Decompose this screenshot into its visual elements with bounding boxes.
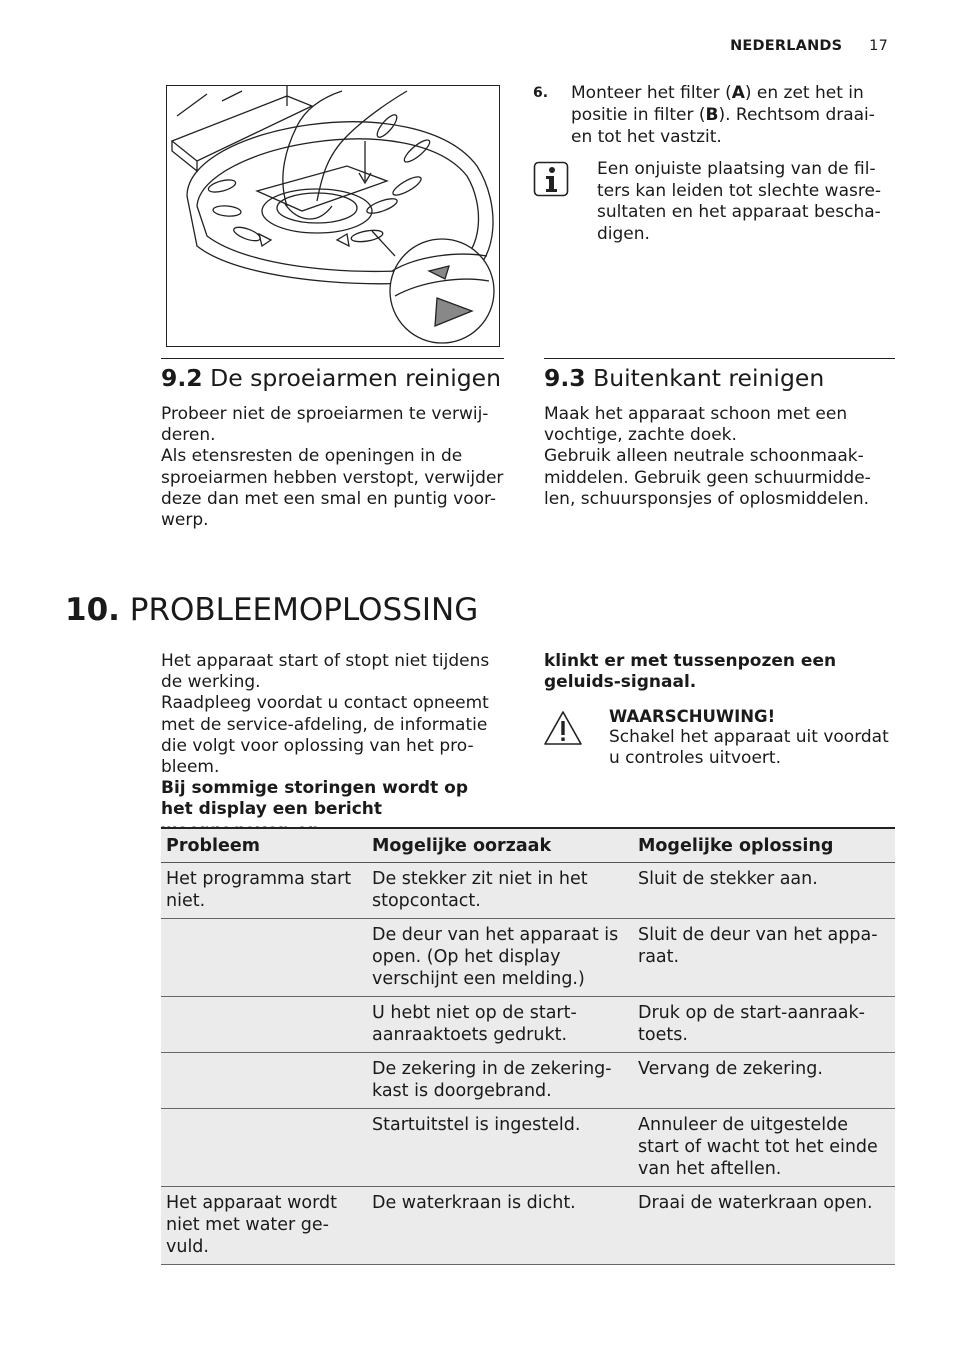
- table-cell: [161, 919, 367, 997]
- warning-text: Schakel het apparaat uit voordat u controles uitvoert.: [609, 727, 889, 769]
- table-cell: Druk op de start-aanraak-toets.: [638, 1003, 865, 1045]
- table-header-row: [161, 828, 895, 863]
- troubleshooting-table: [161, 827, 895, 1265]
- table-cell: [161, 997, 367, 1053]
- column-header: Mogelijke oorzaak: [372, 836, 552, 856]
- table-cell: De zekering in de zekering-kast is doorgebrand.: [372, 1059, 612, 1101]
- table-cell: Het apparaat wordt niet met water ge-vuld.: [166, 1193, 337, 1257]
- section-9-2-title: [161, 363, 501, 393]
- table-cell: Sluit de deur van het appa-raat.: [638, 925, 878, 967]
- table-cell: Het programma start niet.: [166, 869, 352, 911]
- table-row: [161, 1053, 895, 1109]
- table-cell: U hebt niet op de start-aanraaktoets gedrukt.: [372, 1003, 577, 1045]
- step-number: 6.: [533, 85, 549, 101]
- warning-icon: [543, 710, 583, 746]
- chapter-number: 10.: [65, 592, 120, 628]
- table-cell: Sluit de stekker aan.: [638, 869, 818, 889]
- step-6-text: [571, 82, 881, 148]
- table-cell: Annuleer de uitgestelde start of wacht tot het einde van het aftellen.: [638, 1115, 878, 1179]
- page-number: 17: [869, 38, 888, 54]
- paragraph: Probeer niet de sproeiarmen te verwij-deren.: [161, 404, 489, 446]
- table-cell: De deur van het apparaat is open. (Op het display verschijnt een melding.): [372, 925, 619, 989]
- filter-illustration: [166, 85, 500, 347]
- section-9-2-body: [161, 404, 506, 531]
- table-row: [161, 997, 895, 1053]
- table-cell: De stekker zit niet in het stopcontact.: [372, 869, 588, 911]
- section-title-text: Buitenkant reinigen: [593, 364, 825, 392]
- paragraph: Het apparaat start of stopt niet tijdens de werking.: [161, 651, 490, 693]
- section-number: 9.2: [161, 364, 203, 392]
- table-cell: [161, 1053, 367, 1109]
- paragraph: Raadpleeg voordat u contact opneemt met de service-afdeling, de informatie die volgt voor oplossing van het pro-bleem.: [161, 693, 489, 778]
- warning-box: [609, 706, 899, 770]
- info-note: Een onjuiste plaatsing van de fil-ters kan leiden tot slechte wasre-sultaten en het apparaat bescha-digen.: [597, 159, 882, 244]
- table-row: [161, 863, 895, 919]
- paragraph: Gebruik alleen neutrale schoonmaak-middelen. Gebruik geen schuurmidde-len, schuursponsjes of oplosmiddelen.: [544, 446, 871, 509]
- header-language: NEDERLANDS: [730, 38, 843, 54]
- paragraph: Als etensresten de openingen in de sproeiarmen hebben verstopt, verwijder deze dan met een smal en puntig voor-werp.: [161, 446, 504, 531]
- section-divider: [161, 358, 504, 359]
- table-cell: Draai de waterkraan open.: [638, 1193, 873, 1213]
- column-header: Probleem: [166, 836, 260, 856]
- section-divider: [544, 358, 895, 359]
- chapter-10-intro-left: [161, 651, 501, 842]
- section-title-text: De sproeiarmen reinigen: [210, 364, 502, 392]
- chapter-10-title: [65, 590, 478, 630]
- step-text-part: ) en zet het in positie in filter (: [571, 83, 864, 125]
- table-cell: [161, 1109, 367, 1187]
- table-cell: De waterkraan is dicht.: [372, 1193, 576, 1213]
- chapter-title-text: PROBLEEMOPLOSSING: [129, 592, 479, 628]
- info-icon: [533, 161, 569, 197]
- column-header: Mogelijke oplossing: [638, 836, 834, 856]
- filter-label-b: B: [705, 105, 719, 125]
- table-row: [161, 1187, 895, 1265]
- warning-title: WAARSCHUWING!: [609, 707, 776, 726]
- step-text-part: ). Rechtsom draai-en tot het vastzit.: [571, 105, 875, 147]
- section-9-3-body: [544, 404, 889, 510]
- table-row: [161, 1109, 895, 1187]
- section-number: 9.3: [544, 364, 586, 392]
- section-9-3-title: [544, 363, 824, 393]
- page-header: [730, 38, 888, 54]
- paragraph-bold: Bij sommige storingen wordt op het display een bericht weergegeven en: [161, 778, 468, 841]
- table-cell: Startuitstel is ingesteld.: [372, 1115, 581, 1135]
- paragraph: Maak het apparaat schoon met een vochtige, zachte doek.: [544, 404, 848, 446]
- table-row: [161, 919, 895, 997]
- filter-label-a: A: [731, 83, 745, 103]
- chapter-10-intro-right: klinkt er met tussenpozen een geluids-signaal.: [544, 651, 837, 693]
- step-text-part: Monteer het filter (: [571, 83, 732, 103]
- table-cell: Vervang de zekering.: [638, 1059, 823, 1079]
